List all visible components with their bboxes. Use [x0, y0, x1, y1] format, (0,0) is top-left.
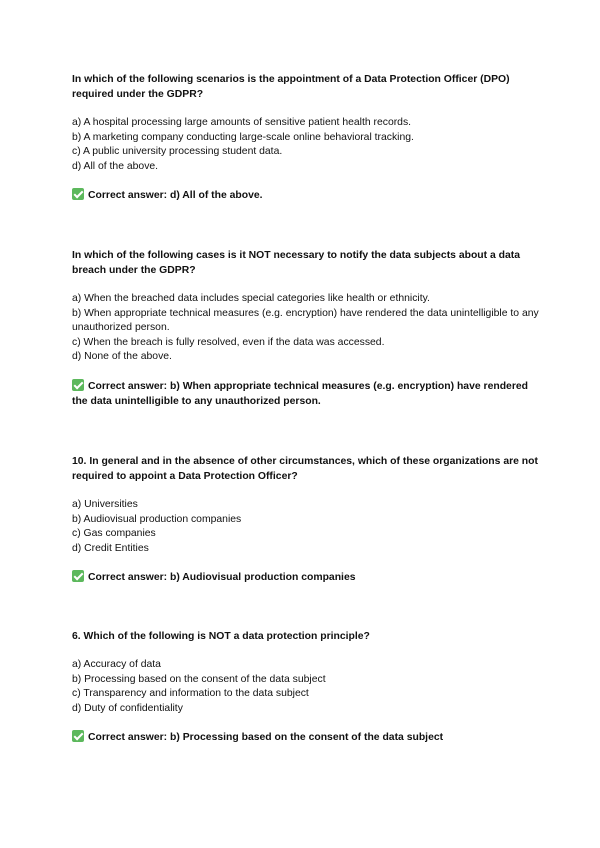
- option-list: [72, 116, 542, 174]
- option-b: b) A marketing company conducting large-scale online behavioral tracking.: [72, 131, 414, 143]
- option-b: b) Processing based on the consent of the data subject: [72, 673, 326, 685]
- correct-answer-text: Correct answer: b) Processing based on the consent of the data subject: [88, 732, 444, 744]
- question-text: In which of the following scenarios is the appointment of a Data Protection Officer (DPO) required under the GDPR?: [72, 74, 510, 100]
- option-c: c) Gas companies: [72, 528, 156, 540]
- correct-answer: [72, 730, 542, 745]
- check-mark-icon: [72, 730, 84, 742]
- correct-answer-text: Correct answer: b) When appropriate technical measures (e.g. encryption) have rendered the data unintelligible to any unauthorized person.: [72, 380, 528, 407]
- check-mark-icon: [72, 379, 84, 391]
- check-mark-icon: [72, 570, 84, 582]
- option-list: [72, 498, 542, 556]
- question-text: 10. In general and in the absence of other circumstances, which of these organizations are not required to appoint a Data Protection Officer?: [72, 456, 538, 482]
- question-block-1: [72, 72, 542, 203]
- correct-answer-text: Correct answer: d) All of the above.: [88, 190, 263, 202]
- option-b: b) Audiovisual production companies: [72, 513, 242, 525]
- question-text: In which of the following cases is it NOT necessary to notify the data subjects about a data breach under the GDPR?: [72, 250, 521, 276]
- correct-answer-text: Correct answer: b) Audiovisual production companies: [88, 572, 356, 584]
- option-a: a) A hospital processing large amounts of sensitive patient health records.: [72, 117, 412, 128]
- option-a: a) When the breached data includes special categories like health or ethnicity.: [72, 293, 430, 304]
- question-block-4: [72, 629, 542, 745]
- correct-answer: [72, 188, 542, 203]
- option-c: c) When the breach is fully resolved, even if the data was accessed.: [72, 336, 385, 348]
- option-d: d) Duty of confidentiality: [72, 702, 183, 714]
- option-d: d) Credit Entities: [72, 542, 149, 554]
- option-d: d) None of the above.: [72, 351, 172, 363]
- option-a: a) Accuracy of data: [72, 659, 161, 670]
- option-list: [72, 292, 542, 365]
- question-block-3: [72, 454, 542, 585]
- correct-answer: [72, 379, 542, 409]
- option-b: b) When appropriate technical measures (e.g. encryption) have rendered the data unintelligible to any unauthorized person.: [72, 307, 539, 334]
- question-block-2: [72, 248, 542, 409]
- option-list: [72, 658, 542, 716]
- option-a: a) Universities: [72, 499, 138, 510]
- correct-answer: [72, 570, 542, 585]
- question-text: 6. Which of the following is NOT a data protection principle?: [72, 631, 370, 642]
- option-c: c) Transparency and information to the data subject: [72, 688, 309, 700]
- option-d: d) All of the above.: [72, 160, 159, 172]
- check-mark-icon: [72, 188, 84, 200]
- option-c: c) A public university processing student data.: [72, 146, 283, 158]
